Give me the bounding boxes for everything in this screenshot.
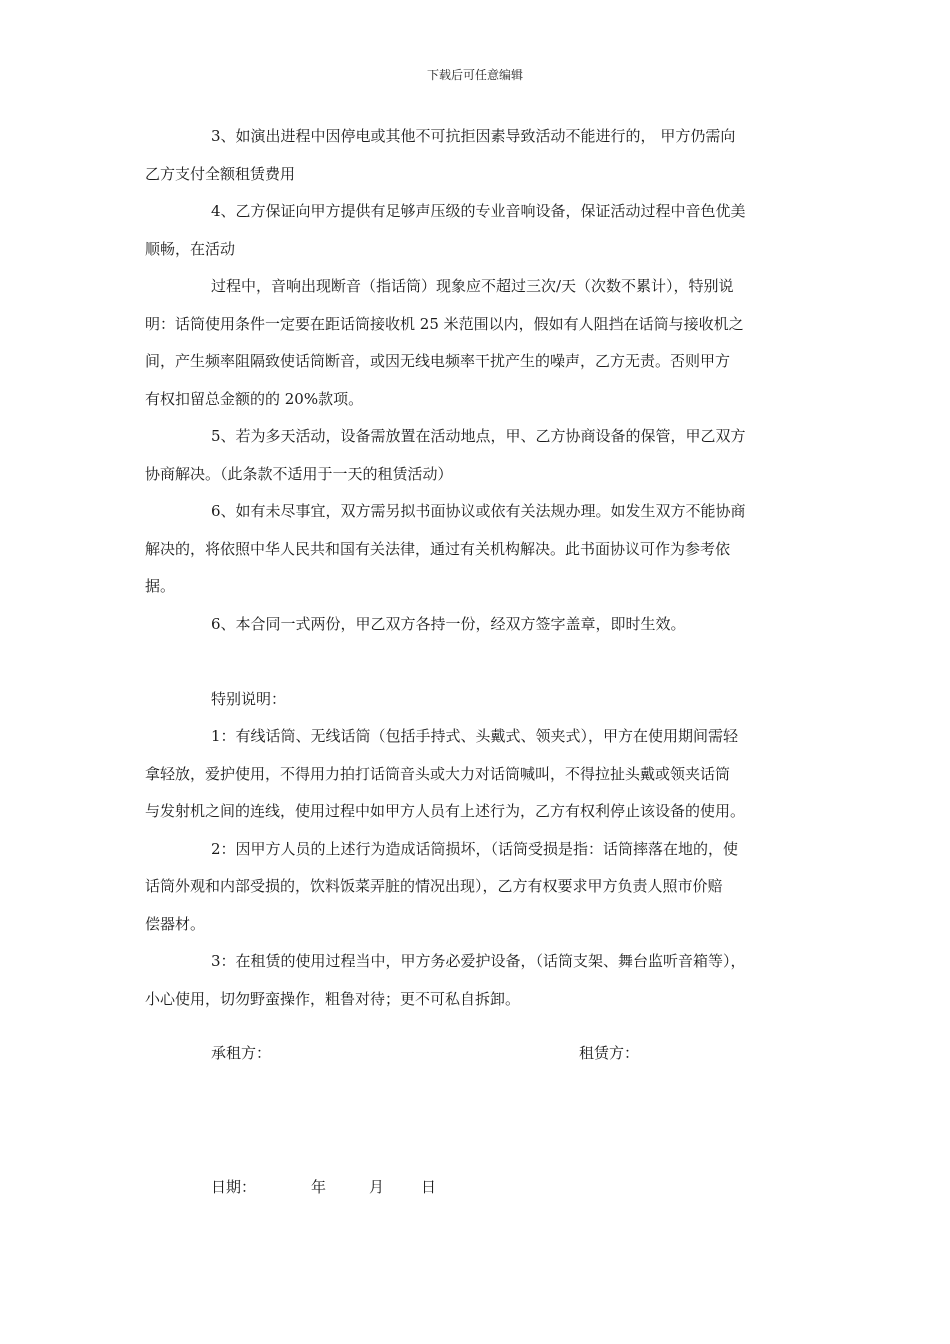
body-text-line: 顺畅，在活动	[145, 239, 236, 258]
lessee-signature-label: 承租方：	[211, 1044, 272, 1062]
date-year-label: 年	[311, 1178, 327, 1196]
date-label: 日期：	[211, 1178, 257, 1196]
body-text-line: 解决的，将依照中华人民共和国有关法律，通过有关机构解决。此书面协议可作为参考依	[145, 539, 731, 558]
contract-body	[145, 118, 810, 1018]
date-row	[211, 1176, 611, 1206]
body-text-line: 1：有线话筒、无线话筒（包括手持式、头戴式、领夹式），甲方在使用期间需轻	[211, 727, 739, 745]
body-text-line: 话筒外观和内部受损的，饮料饭菜弄脏的情况出现），乙方有权要求甲方负责人照市价赔	[145, 877, 723, 895]
body-text-line: 拿轻放，爱护使用，不得用力拍打话筒音头或大力对话筒喊叫，不得拉扯头戴或领夹话筒	[145, 764, 731, 783]
body-text-line: 明：话筒使用条件一定要在距话筒接收机 25 米范围以内，假如有人阻挡在话筒与接收机之	[145, 314, 744, 333]
blank-line	[145, 643, 810, 681]
lessor-signature-label: 租赁方：	[579, 1044, 640, 1062]
signature-row	[211, 1042, 811, 1072]
body-text-line: 6、如有未尽事宜，双方需另拟书面协议或依有关法规办理。如发生双方不能协商	[211, 502, 746, 520]
body-text-line: 据。	[145, 577, 176, 595]
body-text-line: 协商解决。（此条款不适用于一天的租赁活动）	[145, 464, 453, 483]
date-day-label: 日	[421, 1178, 437, 1196]
body-text-line: 偿器材。	[145, 914, 206, 933]
body-text-line: 3：在租赁的使用过程当中，甲方务必爱护设备，（话筒支架、舞台监听音箱等），	[211, 952, 746, 970]
body-text-line: 有权扣留总金额的的 20%款项。	[145, 389, 364, 408]
body-text-line: 6、本合同一式两份，甲乙双方各持一份，经双方签字盖章，即时生效。	[211, 614, 686, 633]
body-text-line: 2：因甲方人员的上述行为造成话筒损坏，（话筒受损是指：话筒摔落在地的，使	[211, 839, 739, 858]
body-text-line: 特别说明：	[211, 689, 287, 708]
body-text-line: 5、若为多天活动，设备需放置在活动地点，甲、乙方协商设备的保管，甲乙双方	[211, 427, 746, 445]
body-text-line: 小心使用，切勿野蛮操作，粗鲁对待；更不可私自拆卸。	[145, 989, 521, 1008]
body-text-line: 过程中，音响出现断音（指话筒）现象应不超过三次/天（次数不累计），特别说	[211, 277, 734, 295]
body-text-line: 乙方支付全额租赁费用	[145, 164, 296, 183]
body-text-line: 与发射机之间的连线，使用过程中如甲方人员有上述行为，乙方有权利停止该设备的使用。	[145, 802, 746, 820]
body-text-line: 4、乙方保证向甲方提供有足够声压级的专业音响设备，保证活动过程中音色优美	[211, 202, 746, 220]
body-text-line: 3、如演出进程中因停电或其他不可抗拒因素导致活动不能进行的， 甲方仍需向	[211, 127, 736, 145]
page-header-note: 下载后可任意编辑	[426, 68, 523, 82]
date-month-label: 月	[369, 1178, 385, 1196]
body-text-line: 间，产生频率阻隔致使话筒断音，或因无线电频率干扰产生的噪声，乙方无责。否则甲方	[145, 352, 731, 370]
